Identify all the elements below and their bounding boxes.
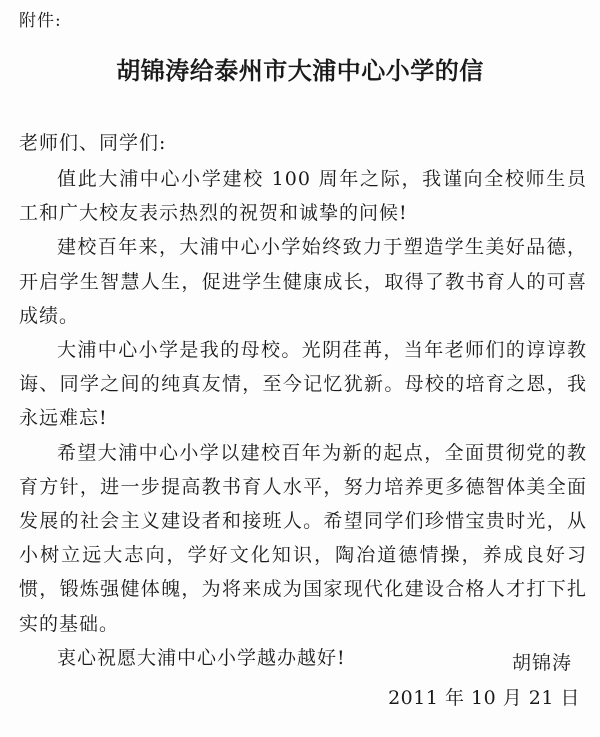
salutation: 老师们、同学们: <box>19 132 167 154</box>
letter-date: 2011 年 10 月 21 日 <box>388 687 580 709</box>
paragraph-3: 大浦中心小学是我的母校。光阴荏苒，当年老师们的谆谆教诲、同学之间的纯真友情，至今记忆犹新。母校的培育之恩，我永远难忘! <box>19 339 587 430</box>
paragraph-2: 建校百年来，大浦中心小学始终致力于塑造学生美好品德，开启学生智慧人生，促进学生健康成长，取得了教书育人的可喜成绩。 <box>19 236 587 327</box>
paragraph-4: 希望大浦中心小学以建校百年为新的起点，全面贯彻党的教育方针，进一步提高教书育人水平，努力培养更多德智体美全面发展的社会主义建设者和接班人。希望同学们珍惜宝贵时光，从小树立远大志向，学好文化知识，陶冶道德情操，养成良好习惯，锻炼强健体魄，为将来成为国家现代化建设合格人才打下扎实的基础。 <box>19 441 587 635</box>
letter-title: 胡锦涛给泰州市大浦中心小学的信 <box>116 57 484 85</box>
attachment-label: 附件: <box>19 11 62 31</box>
signature: 胡锦涛 <box>511 652 572 674</box>
letter-body <box>19 162 587 675</box>
paragraph-1: 值此大浦中心小学建校 100 周年之际，我谨向全校师生员工和广大校友表示热烈的祝贺和诚挚的问候! <box>19 168 587 225</box>
paragraph-5: 衷心祝愿大浦中心小学越办越好! <box>57 646 346 669</box>
